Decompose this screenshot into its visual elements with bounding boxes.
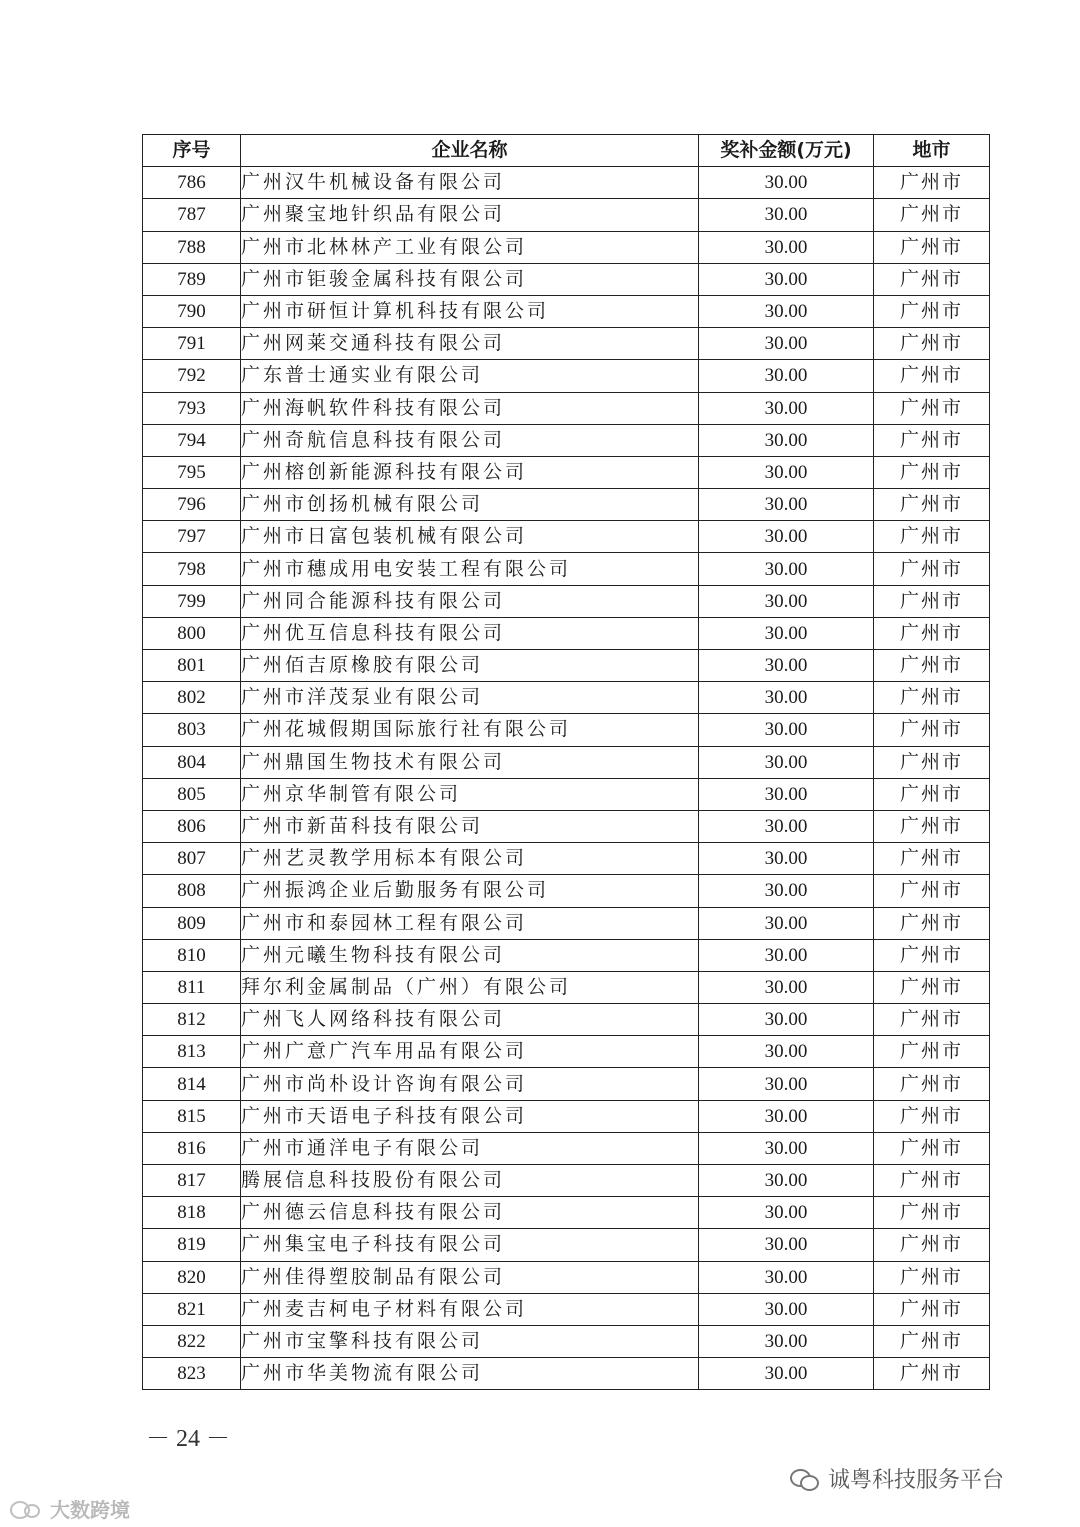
company-name: 广州鼎国生物技术有限公司 bbox=[241, 746, 699, 778]
table-row bbox=[143, 585, 990, 617]
table-row bbox=[143, 360, 990, 392]
company-name: 广州市穗成用电安装工程有限公司 bbox=[241, 553, 699, 585]
subsidy-amount: 30.00 bbox=[699, 1165, 874, 1197]
row-number: 816 bbox=[143, 1132, 241, 1164]
table-row bbox=[143, 1197, 990, 1229]
row-number: 806 bbox=[143, 810, 241, 842]
city-name: 广州市 bbox=[874, 1197, 990, 1229]
table-row bbox=[143, 650, 990, 682]
company-name: 广州市新苗科技有限公司 bbox=[241, 810, 699, 842]
company-name: 广州聚宝地针织品有限公司 bbox=[241, 199, 699, 231]
city-name: 广州市 bbox=[874, 456, 990, 488]
row-number: 791 bbox=[143, 328, 241, 360]
subsidy-amount: 30.00 bbox=[699, 843, 874, 875]
row-number: 821 bbox=[143, 1293, 241, 1325]
row-number: 809 bbox=[143, 907, 241, 939]
company-name: 广州市研恒计算机科技有限公司 bbox=[241, 295, 699, 327]
city-name: 广州市 bbox=[874, 1229, 990, 1261]
company-name: 广州振鸿企业后勤服务有限公司 bbox=[241, 875, 699, 907]
row-number: 788 bbox=[143, 231, 241, 263]
city-name: 广州市 bbox=[874, 263, 990, 295]
subsidy-amount: 30.00 bbox=[699, 392, 874, 424]
enterprise-table bbox=[142, 134, 990, 1390]
table-row bbox=[143, 424, 990, 456]
row-number: 794 bbox=[143, 424, 241, 456]
company-name: 广州艺灵教学用标本有限公司 bbox=[241, 843, 699, 875]
row-number: 800 bbox=[143, 617, 241, 649]
subsidy-amount: 30.00 bbox=[699, 650, 874, 682]
row-number: 801 bbox=[143, 650, 241, 682]
subsidy-amount: 30.00 bbox=[699, 1229, 874, 1261]
table-row bbox=[143, 939, 990, 971]
subsidy-amount: 30.00 bbox=[699, 714, 874, 746]
subsidy-amount: 30.00 bbox=[699, 1068, 874, 1100]
row-number: 793 bbox=[143, 392, 241, 424]
table-row bbox=[143, 971, 990, 1003]
city-name: 广州市 bbox=[874, 1004, 990, 1036]
company-name: 广州汉牛机械设备有限公司 bbox=[241, 167, 699, 199]
city-name: 广州市 bbox=[874, 971, 990, 1003]
city-name: 广州市 bbox=[874, 199, 990, 231]
subsidy-amount: 30.00 bbox=[699, 907, 874, 939]
header-no: 序号 bbox=[143, 135, 241, 167]
company-name: 广州市通洋电子有限公司 bbox=[241, 1132, 699, 1164]
table-row bbox=[143, 875, 990, 907]
subsidy-amount: 30.00 bbox=[699, 746, 874, 778]
subsidy-amount: 30.00 bbox=[699, 971, 874, 1003]
subsidy-amount: 30.00 bbox=[699, 231, 874, 263]
watermark-right bbox=[790, 1463, 1004, 1494]
row-number: 820 bbox=[143, 1261, 241, 1293]
subsidy-amount: 30.00 bbox=[699, 167, 874, 199]
subsidy-amount: 30.00 bbox=[699, 585, 874, 617]
city-name: 广州市 bbox=[874, 907, 990, 939]
city-name: 广州市 bbox=[874, 585, 990, 617]
company-name: 广州京华制管有限公司 bbox=[241, 778, 699, 810]
city-name: 广州市 bbox=[874, 231, 990, 263]
city-name: 广州市 bbox=[874, 392, 990, 424]
row-number: 804 bbox=[143, 746, 241, 778]
table-row bbox=[143, 1325, 990, 1357]
row-number: 790 bbox=[143, 295, 241, 327]
company-name: 广州市和泰园林工程有限公司 bbox=[241, 907, 699, 939]
city-name: 广州市 bbox=[874, 1068, 990, 1100]
company-name: 广州元曦生物科技有限公司 bbox=[241, 939, 699, 971]
subsidy-amount: 30.00 bbox=[699, 1100, 874, 1132]
subsidy-amount: 30.00 bbox=[699, 1261, 874, 1293]
subsidy-amount: 30.00 bbox=[699, 1197, 874, 1229]
city-name: 广州市 bbox=[874, 1036, 990, 1068]
row-number: 798 bbox=[143, 553, 241, 585]
company-name: 广州同合能源科技有限公司 bbox=[241, 585, 699, 617]
table-row bbox=[143, 456, 990, 488]
row-number: 815 bbox=[143, 1100, 241, 1132]
subsidy-amount: 30.00 bbox=[699, 263, 874, 295]
company-name: 广州佰吉原橡胶有限公司 bbox=[241, 650, 699, 682]
subsidy-amount: 30.00 bbox=[699, 939, 874, 971]
row-number: 807 bbox=[143, 843, 241, 875]
subsidy-amount: 30.00 bbox=[699, 1325, 874, 1357]
subsidy-amount: 30.00 bbox=[699, 360, 874, 392]
subsidy-amount: 30.00 bbox=[699, 553, 874, 585]
row-number: 818 bbox=[143, 1197, 241, 1229]
row-number: 792 bbox=[143, 360, 241, 392]
city-name: 广州市 bbox=[874, 650, 990, 682]
table-header-row bbox=[143, 135, 990, 167]
row-number: 808 bbox=[143, 875, 241, 907]
subsidy-amount: 30.00 bbox=[699, 875, 874, 907]
company-name: 广州市尚朴设计咨询有限公司 bbox=[241, 1068, 699, 1100]
row-number: 787 bbox=[143, 199, 241, 231]
table-row bbox=[143, 1358, 990, 1390]
table-row bbox=[143, 1293, 990, 1325]
subsidy-amount: 30.00 bbox=[699, 1004, 874, 1036]
subsidy-amount: 30.00 bbox=[699, 778, 874, 810]
table-row bbox=[143, 1229, 990, 1261]
table-row bbox=[143, 1165, 990, 1197]
table-row bbox=[143, 295, 990, 327]
subsidy-amount: 30.00 bbox=[699, 489, 874, 521]
table-row bbox=[143, 810, 990, 842]
weibo-icon bbox=[8, 1498, 46, 1520]
table-row bbox=[143, 714, 990, 746]
company-name: 广州市华美物流有限公司 bbox=[241, 1358, 699, 1390]
city-name: 广州市 bbox=[874, 295, 990, 327]
company-name: 广州集宝电子科技有限公司 bbox=[241, 1229, 699, 1261]
row-number: 796 bbox=[143, 489, 241, 521]
subsidy-amount: 30.00 bbox=[699, 1132, 874, 1164]
city-name: 广州市 bbox=[874, 810, 990, 842]
city-name: 广州市 bbox=[874, 778, 990, 810]
city-name: 广州市 bbox=[874, 328, 990, 360]
company-name: 广州市创扬机械有限公司 bbox=[241, 489, 699, 521]
row-number: 812 bbox=[143, 1004, 241, 1036]
page-number: － 24 － bbox=[146, 1426, 230, 1452]
subsidy-amount: 30.00 bbox=[699, 199, 874, 231]
city-name: 广州市 bbox=[874, 1261, 990, 1293]
subsidy-amount: 30.00 bbox=[699, 1293, 874, 1325]
company-name: 广州飞人网络科技有限公司 bbox=[241, 1004, 699, 1036]
city-name: 广州市 bbox=[874, 167, 990, 199]
city-name: 广州市 bbox=[874, 746, 990, 778]
city-name: 广州市 bbox=[874, 875, 990, 907]
city-name: 广州市 bbox=[874, 1100, 990, 1132]
company-name: 广州广意广汽车用品有限公司 bbox=[241, 1036, 699, 1068]
company-name: 拜尔利金属制品（广州）有限公司 bbox=[241, 971, 699, 1003]
city-name: 广州市 bbox=[874, 1165, 990, 1197]
subsidy-amount: 30.00 bbox=[699, 810, 874, 842]
watermark-right-text: 诚粤科技服务平台 bbox=[828, 1468, 1005, 1493]
city-name: 广州市 bbox=[874, 553, 990, 585]
table-row bbox=[143, 617, 990, 649]
company-name: 腾展信息科技股份有限公司 bbox=[241, 1165, 699, 1197]
row-number: 797 bbox=[143, 521, 241, 553]
table-row bbox=[143, 553, 990, 585]
company-name: 广州市日富包装机械有限公司 bbox=[241, 521, 699, 553]
table-row bbox=[143, 843, 990, 875]
row-number: 799 bbox=[143, 585, 241, 617]
company-name: 广州网莱交通科技有限公司 bbox=[241, 328, 699, 360]
table-row bbox=[143, 167, 990, 199]
table-row bbox=[143, 263, 990, 295]
city-name: 广州市 bbox=[874, 843, 990, 875]
company-name: 广州花城假期国际旅行社有限公司 bbox=[241, 714, 699, 746]
row-number: 813 bbox=[143, 1036, 241, 1068]
table-row bbox=[143, 1100, 990, 1132]
table-row bbox=[143, 199, 990, 231]
subsidy-amount: 30.00 bbox=[699, 1036, 874, 1068]
company-name: 广州市洋茂泵业有限公司 bbox=[241, 682, 699, 714]
row-number: 805 bbox=[143, 778, 241, 810]
city-name: 广州市 bbox=[874, 1293, 990, 1325]
header-amount: 奖补金额(万元) bbox=[699, 135, 874, 167]
company-name: 广州优互信息科技有限公司 bbox=[241, 617, 699, 649]
city-name: 广州市 bbox=[874, 521, 990, 553]
table-row bbox=[143, 1036, 990, 1068]
row-number: 803 bbox=[143, 714, 241, 746]
row-number: 814 bbox=[143, 1068, 241, 1100]
table-row bbox=[143, 489, 990, 521]
city-name: 广州市 bbox=[874, 489, 990, 521]
table-row bbox=[143, 746, 990, 778]
table-row bbox=[143, 1132, 990, 1164]
city-name: 广州市 bbox=[874, 424, 990, 456]
table-row bbox=[143, 907, 990, 939]
city-name: 广州市 bbox=[874, 1358, 990, 1390]
company-name: 广州海帆软件科技有限公司 bbox=[241, 392, 699, 424]
subsidy-amount: 30.00 bbox=[699, 521, 874, 553]
table-row bbox=[143, 778, 990, 810]
city-name: 广州市 bbox=[874, 1132, 990, 1164]
city-name: 广州市 bbox=[874, 617, 990, 649]
row-number: 802 bbox=[143, 682, 241, 714]
row-number: 817 bbox=[143, 1165, 241, 1197]
row-number: 823 bbox=[143, 1358, 241, 1390]
city-name: 广州市 bbox=[874, 939, 990, 971]
company-name: 广州奇航信息科技有限公司 bbox=[241, 424, 699, 456]
subsidy-amount: 30.00 bbox=[699, 424, 874, 456]
company-name: 广州市钜骏金属科技有限公司 bbox=[241, 263, 699, 295]
table-row bbox=[143, 1261, 990, 1293]
table-row bbox=[143, 231, 990, 263]
company-name: 广州麦吉柯电子材料有限公司 bbox=[241, 1293, 699, 1325]
table-row bbox=[143, 1004, 990, 1036]
table-row bbox=[143, 1068, 990, 1100]
subsidy-amount: 30.00 bbox=[699, 295, 874, 327]
table-row bbox=[143, 682, 990, 714]
row-number: 795 bbox=[143, 456, 241, 488]
row-number: 819 bbox=[143, 1229, 241, 1261]
table-row bbox=[143, 521, 990, 553]
table-row bbox=[143, 328, 990, 360]
city-name: 广州市 bbox=[874, 714, 990, 746]
watermark-left bbox=[8, 1494, 130, 1523]
company-name: 广东普士通实业有限公司 bbox=[241, 360, 699, 392]
subsidy-amount: 30.00 bbox=[699, 328, 874, 360]
wechat-icon bbox=[790, 1467, 820, 1491]
header-city: 地市 bbox=[874, 135, 990, 167]
company-name: 广州市宝擎科技有限公司 bbox=[241, 1325, 699, 1357]
row-number: 789 bbox=[143, 263, 241, 295]
subsidy-amount: 30.00 bbox=[699, 617, 874, 649]
company-name: 广州德云信息科技有限公司 bbox=[241, 1197, 699, 1229]
row-number: 786 bbox=[143, 167, 241, 199]
company-name: 广州佳得塑胶制品有限公司 bbox=[241, 1261, 699, 1293]
row-number: 822 bbox=[143, 1325, 241, 1357]
company-name: 广州市北林林产工业有限公司 bbox=[241, 231, 699, 263]
watermark-left-text: 大数跨境 bbox=[50, 1498, 130, 1522]
subsidy-amount: 30.00 bbox=[699, 1358, 874, 1390]
table-row bbox=[143, 392, 990, 424]
company-name: 广州市天语电子科技有限公司 bbox=[241, 1100, 699, 1132]
row-number: 810 bbox=[143, 939, 241, 971]
city-name: 广州市 bbox=[874, 360, 990, 392]
city-name: 广州市 bbox=[874, 1325, 990, 1357]
company-name: 广州榕创新能源科技有限公司 bbox=[241, 456, 699, 488]
subsidy-amount: 30.00 bbox=[699, 682, 874, 714]
city-name: 广州市 bbox=[874, 682, 990, 714]
row-number: 811 bbox=[143, 971, 241, 1003]
header-name: 企业名称 bbox=[241, 135, 699, 167]
subsidy-amount: 30.00 bbox=[699, 456, 874, 488]
